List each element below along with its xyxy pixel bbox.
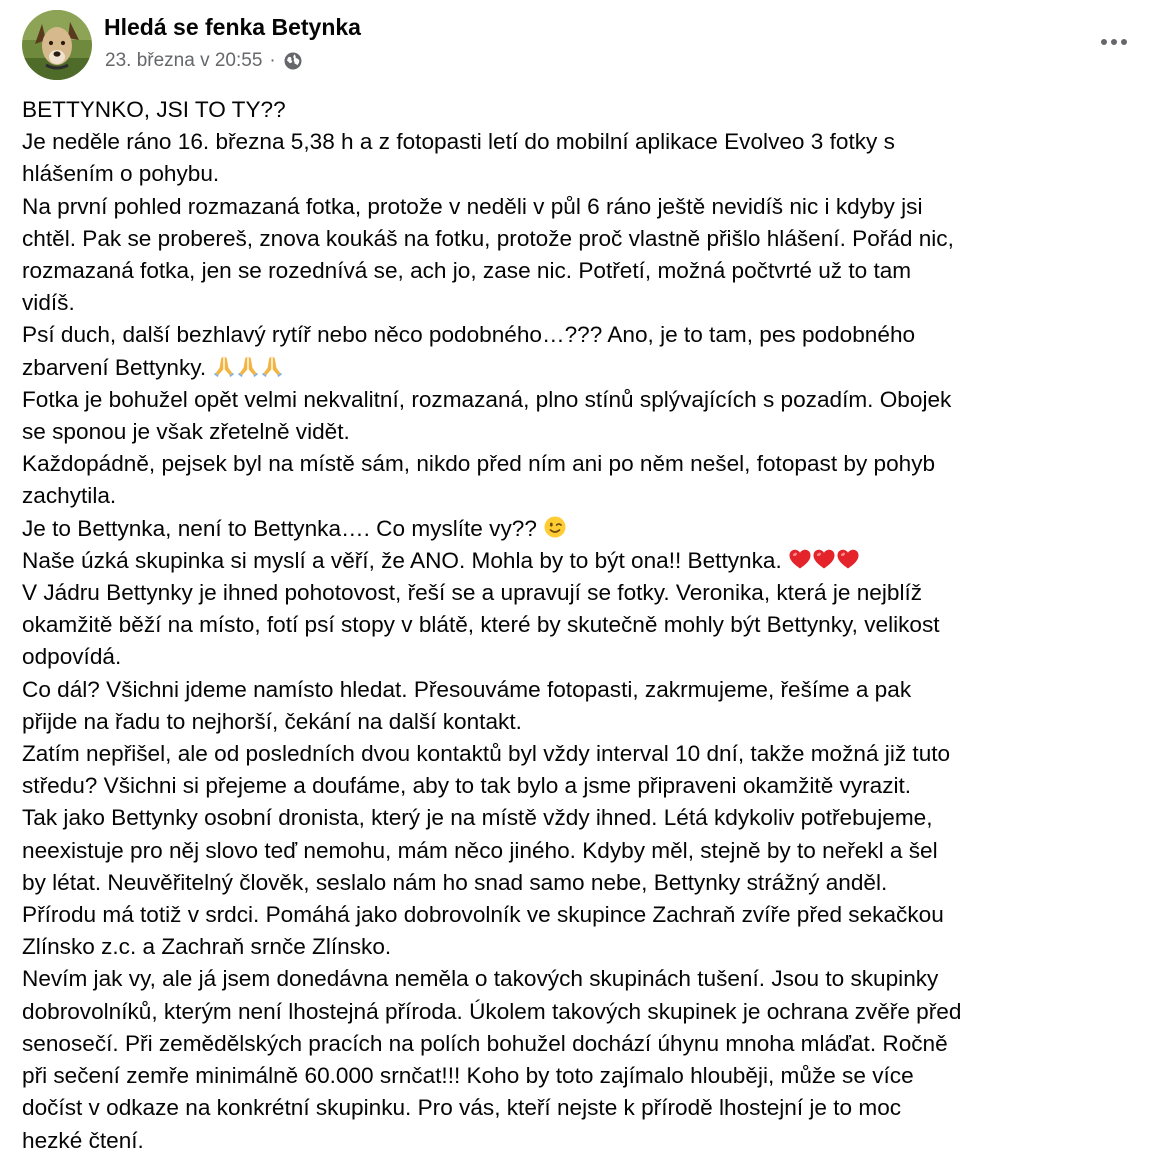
red-heart-emoji (836, 547, 860, 571)
post-text-line: by létat. Neuvěřitelný člověk, seslalo nám ho snad samo nebe, Bettynky strážný anděl. (22, 869, 888, 895)
post-author-name[interactable]: Hledá se fenka Betynka (104, 14, 361, 40)
post-text-line: Na první pohled rozmazaná fotka, protože v neděli v půl 6 ráno ještě nevidíš nic i kdyby jsi (22, 193, 923, 219)
post-text-line: Psí duch, další bezhlavý rytíř nebo něco podobného…??? Ano, je to tam, pes podobného (22, 322, 916, 348)
post-header (22, 10, 1136, 82)
post-text-line-with-emoji (22, 352, 1138, 384)
post-text-line: senosečí. Při zemědělských pracích na polích bohužel dochází úhynu mnoha mláďat. Ročně (22, 1030, 948, 1056)
post-text-line: V Jádru Bettynky je ihned pohotovost, řeší se a upravují se fotky. Veronika, která je nejblíž (22, 580, 923, 606)
post-text-line: Fotka je bohužel opět velmi nekvalitní, rozmazaná, plno stínů splývajících s pozadím. Obojek (22, 386, 952, 412)
red-heart-emoji (812, 547, 836, 571)
post-text-line: Je neděle ráno 16. března 5,38 h a z fotopasti letí do mobilní aplikace Evolveo 3 fotky s (22, 129, 895, 155)
post-text-line: Přírodu má totiž v srdci. Pomáhá jako dobrovolník ve skupince Zachraň zvíře před sekačkou (22, 902, 944, 928)
post-text-line: Každopádně, pejsek byl na místě sám, nikdo před ním ani po něm nešel, fotopast by pohyb (22, 451, 936, 477)
post-text-line: hlášením o pohybu. (22, 161, 220, 187)
post-text-line-with-emoji (22, 513, 1138, 545)
winking-face-emoji (543, 515, 567, 539)
globe-icon[interactable] (283, 51, 303, 71)
post-text-line: hezké čtení. (22, 1127, 144, 1153)
post-text-line: Tak jako Bettynky osobní dronista, který je na místě vždy ihned. Létá kdykoliv potřebujeme, (22, 805, 933, 831)
post-text-line: dobrovolníků, kterým není lhostejná příroda. Úkolem takových skupinek je ochrana zvěře před (22, 998, 962, 1024)
more-options-icon[interactable] (1094, 30, 1134, 54)
post-body (22, 94, 1138, 1157)
post-text-line: středu? Všichni si přejeme a doufáme, aby to tak bylo a jsme připraveni okamžitě vyrazit. (22, 773, 912, 799)
post-text-line: se sponou je však zřetelně vidět. (22, 419, 350, 445)
dog-avatar-image (22, 10, 92, 80)
post-timestamp[interactable]: 23. března v 20:55 (105, 50, 263, 71)
post-text-line: neexistuje pro něj slovo teď nemohu, mám něco jiného. Kdyby měl, stejně by to neřekl a šel (22, 837, 938, 863)
post-text-segment: Naše úzká skupinka si myslí a věří, že ANO. Mohla by to být ona!! Bettynka. (22, 547, 782, 573)
post-text-line: rozmazaná fotka, jen se rozednívá se, ach jo, zase nic. Potřetí, možná počtvrté už to tam (22, 258, 912, 284)
post-text-line: odpovídá. (22, 644, 122, 670)
post-text-line: přijde na řadu to nejhorší, čekání na další kontakt. (22, 708, 522, 734)
avatar[interactable] (22, 10, 92, 80)
folded-hands-emoji (236, 354, 260, 378)
post-text-line: Zlínsko z.c. a Zachraň srnče Zlínsko. (22, 934, 392, 960)
folded-hands-emoji (260, 354, 284, 378)
post-text-line: Co dál? Všichni jdeme namísto hledat. Přesouváme fotopasti, zakrmujeme, řešíme a pak (22, 676, 912, 702)
post-text-line: BETTYNKO, JSI TO TY?? (22, 97, 286, 122)
post-meta (105, 50, 303, 72)
post-text-line: okamžitě běží na místo, fotí psí stopy v blátě, které by skutečně mohly být Bettynky, velikost (22, 612, 940, 638)
meta-separator: · (269, 50, 276, 71)
folded-hands-emoji (212, 354, 236, 378)
post-text-line-with-emoji (22, 545, 1138, 577)
post-text-segment: Je to Bettynka, není to Bettynka…. Co myslíte vy?? (22, 515, 537, 541)
post-text-line: při sečení zemře minimálně 60.000 srnčat!!! Koho by toto zajímalo hlouběji, může se více (22, 1063, 914, 1089)
post-text-line: Nevím jak vy, ale já jsem donedávna neměla o takových skupinách tušení. Jsou to skupinky (22, 966, 939, 992)
post-text-line: Zatím nepřišel, ale od posledních dvou kontaktů byl vždy interval 10 dní, takže možná již tuto (22, 741, 951, 767)
post-text-line: chtěl. Pak se probereš, znova koukáš na fotku, protože proč vlastně přišlo hlášení. Pořád nic, (22, 225, 954, 251)
red-heart-emoji (788, 547, 812, 571)
post-text-segment: zbarvení Bettynky. (22, 354, 207, 380)
post-text-line: vidíš. (22, 290, 75, 316)
post-text-line: dočíst v odkaze na konkrétní skupinku. Pro vás, kteří nejste k přírodě lhostejní je to moc (22, 1095, 902, 1121)
post-text-line: zachytila. (22, 483, 117, 509)
